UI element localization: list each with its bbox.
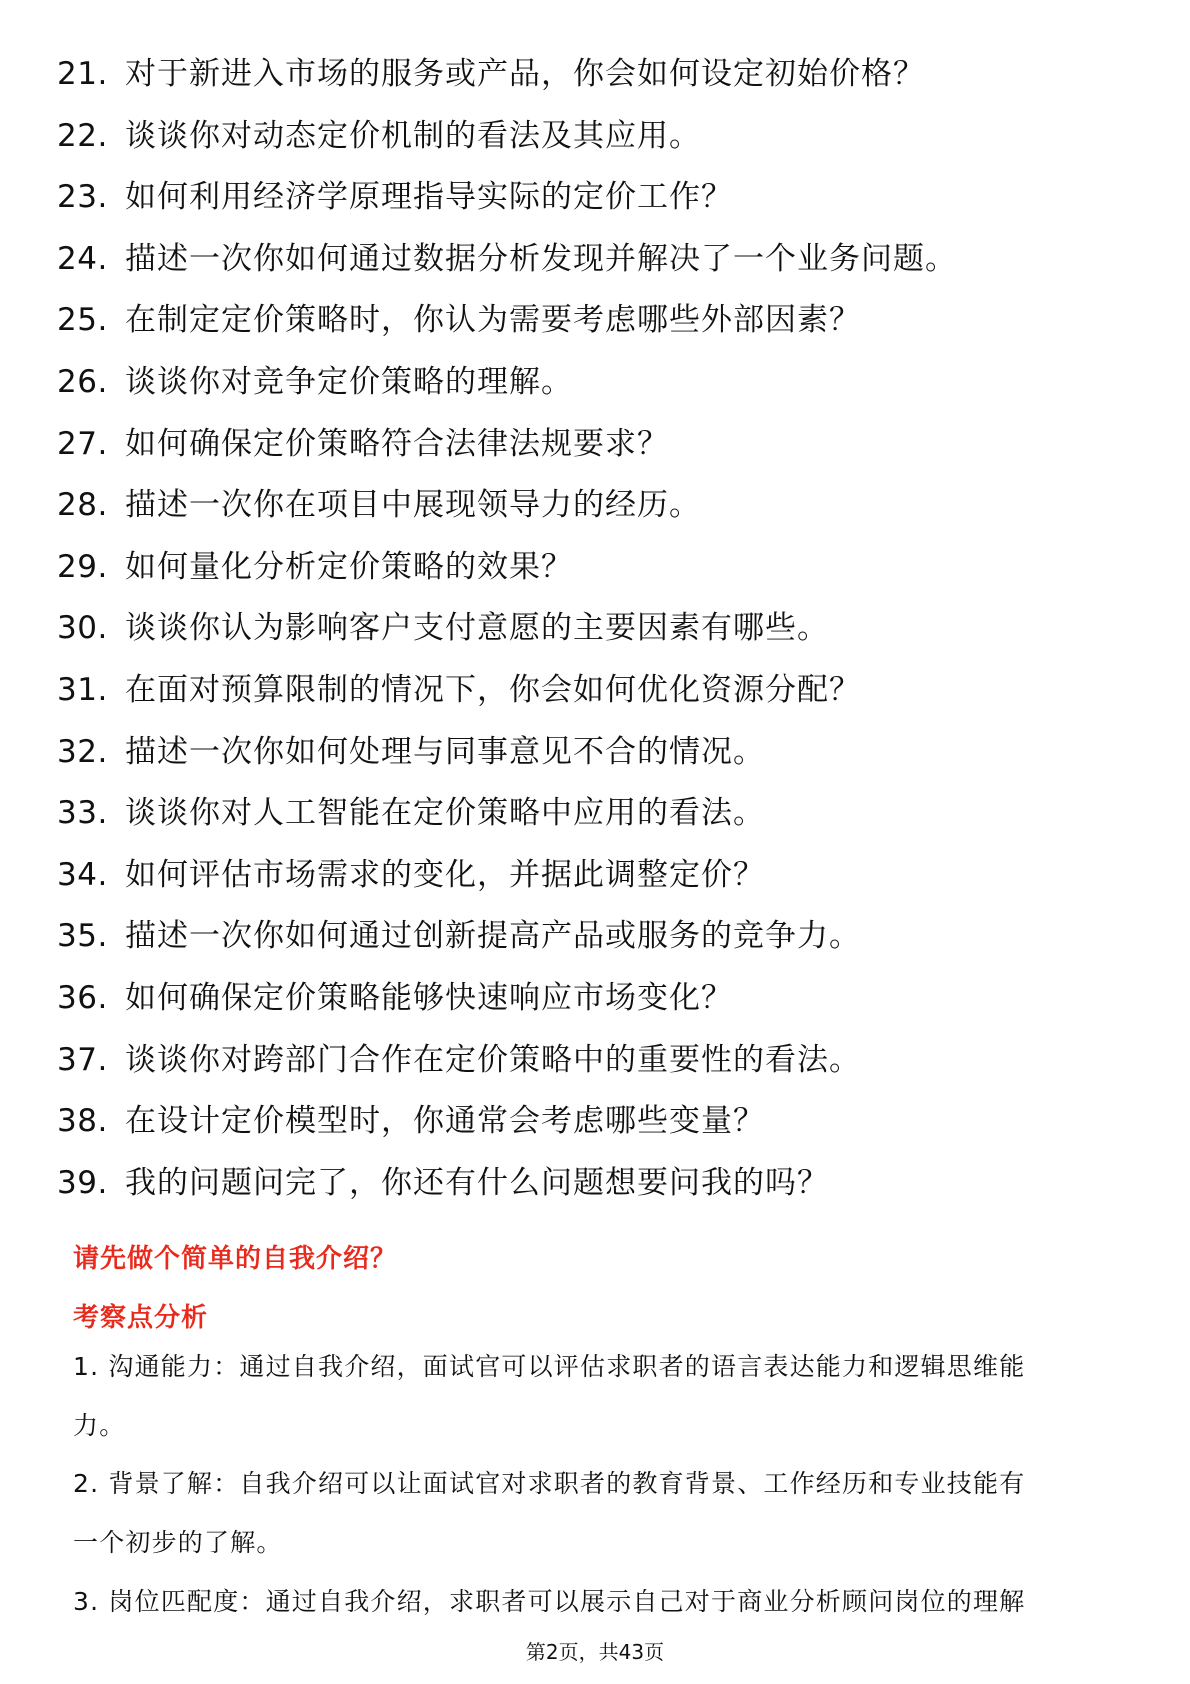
question-number: 39. bbox=[57, 1164, 108, 1201]
question-text: 谈谈你认为影响客户支付意愿的主要因素有哪些。 bbox=[125, 610, 829, 647]
analysis-line: 一个初步的了解。 bbox=[73, 1528, 283, 1558]
analysis-list bbox=[73, 1338, 1123, 1631]
page-number-footer: 第2页，共43页 bbox=[525, 1640, 665, 1664]
question-item bbox=[57, 722, 1137, 784]
question-item bbox=[57, 414, 1137, 476]
question-number: 28. bbox=[57, 487, 108, 524]
question-number: 21. bbox=[57, 56, 108, 92]
question-text: 在设计定价模型时，你通常会考虑哪些变量？ bbox=[125, 1103, 765, 1140]
question-item bbox=[57, 44, 1137, 106]
question-text: 如何利用经济学原理指导实际的定价工作？ bbox=[125, 179, 733, 216]
analysis-line: 2. 背景了解：自我介绍可以让面试官对求职者的教育背景、工作经历和专业技能有 bbox=[73, 1469, 1026, 1499]
question-number: 30. bbox=[57, 610, 108, 647]
question-text: 对于新进入市场的服务或产品，你会如何设定初始价格？ bbox=[125, 56, 925, 92]
question-text: 描述一次你如何通过数据分析发现并解决了一个业务问题。 bbox=[125, 240, 957, 277]
question-number: 25. bbox=[57, 302, 108, 339]
question-item bbox=[57, 106, 1137, 168]
question-text: 如何量化分析定价策略的效果？ bbox=[125, 548, 573, 585]
question-item bbox=[57, 290, 1137, 352]
section-question-title: 请先做个简单的自我介绍？ bbox=[73, 1244, 398, 1274]
question-item bbox=[57, 783, 1137, 845]
question-number: 32. bbox=[57, 733, 108, 770]
question-text: 谈谈你对竞争定价策略的理解。 bbox=[125, 363, 573, 400]
question-text: 谈谈你对动态定价机制的看法及其应用。 bbox=[125, 117, 701, 154]
question-number: 24. bbox=[57, 240, 108, 277]
question-number: 31. bbox=[57, 671, 108, 708]
question-number: 29. bbox=[57, 548, 108, 585]
question-text: 描述一次你如何处理与同事意见不合的情况。 bbox=[125, 733, 765, 770]
question-text: 在面对预算限制的情况下，你会如何优化资源分配？ bbox=[125, 671, 861, 708]
question-item bbox=[57, 1030, 1137, 1092]
question-text: 如何评估市场需求的变化，并据此调整定价？ bbox=[125, 856, 765, 893]
question-number: 27. bbox=[57, 425, 108, 462]
question-number: 33. bbox=[57, 795, 108, 832]
question-item bbox=[57, 352, 1137, 414]
analysis-heading: 考察点分析 bbox=[73, 1303, 209, 1333]
question-number: 34. bbox=[57, 856, 108, 893]
analysis-line: 力。 bbox=[73, 1410, 126, 1440]
question-number: 38. bbox=[57, 1103, 108, 1140]
question-text: 谈谈你对人工智能在定价策略中应用的看法。 bbox=[125, 795, 765, 832]
question-item bbox=[57, 598, 1137, 660]
question-text: 如何确保定价策略符合法律法规要求？ bbox=[125, 425, 669, 462]
question-item bbox=[57, 1153, 1137, 1215]
question-item bbox=[57, 1091, 1137, 1153]
question-item bbox=[57, 475, 1137, 537]
question-item bbox=[57, 906, 1137, 968]
question-text: 描述一次你在项目中展现领导力的经历。 bbox=[125, 487, 701, 524]
question-text: 如何确保定价策略能够快速响应市场变化？ bbox=[125, 979, 733, 1016]
question-number: 35. bbox=[57, 918, 108, 955]
question-number: 36. bbox=[57, 979, 108, 1016]
question-item bbox=[57, 968, 1137, 1030]
question-text: 描述一次你如何通过创新提高产品或服务的竞争力。 bbox=[125, 918, 861, 955]
question-item bbox=[57, 845, 1137, 907]
question-number: 23. bbox=[57, 179, 108, 216]
question-text: 我的问题问完了，你还有什么问题想要问我的吗？ bbox=[125, 1164, 829, 1201]
analysis-line: 1. 沟通能力：通过自我介绍，面试官可以评估求职者的语言表达能力和逻辑思维能 bbox=[73, 1352, 1026, 1381]
analysis-line: 3. 岗位匹配度：通过自我介绍，求职者可以展示自己对于商业分析顾问岗位的理解 bbox=[73, 1586, 1026, 1616]
question-item bbox=[57, 167, 1137, 229]
question-item bbox=[57, 537, 1137, 599]
question-item bbox=[57, 660, 1137, 722]
question-text: 谈谈你对跨部门合作在定价策略中的重要性的看法。 bbox=[125, 1041, 861, 1078]
question-item bbox=[57, 229, 1137, 291]
question-number: 37. bbox=[57, 1041, 108, 1078]
question-number: 22. bbox=[57, 117, 108, 154]
question-list bbox=[57, 44, 1137, 1214]
question-text: 在制定定价策略时，你认为需要考虑哪些外部因素？ bbox=[125, 302, 861, 339]
question-number: 26. bbox=[57, 363, 108, 400]
